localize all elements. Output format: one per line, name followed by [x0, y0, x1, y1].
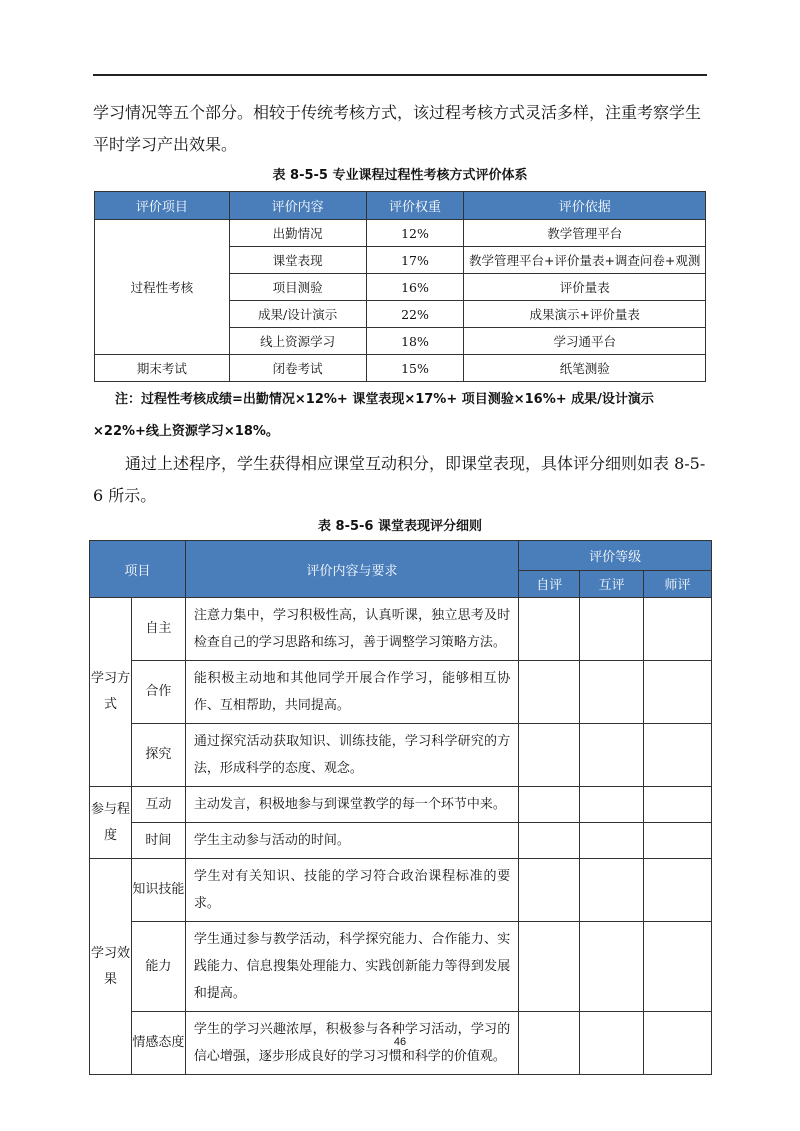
group-participation: 参与程度	[90, 787, 132, 859]
table2-header-peer: 互评	[580, 570, 644, 597]
group-learning-effect: 学习效果	[90, 859, 132, 1075]
table1-header-row	[95, 192, 706, 220]
row-sub: 知识技能	[131, 859, 185, 922]
row-weight: 18%	[366, 328, 464, 355]
row-basis: 学习通平台	[464, 328, 706, 355]
row-desc: 学生的学习兴趣浓厚，积极参与各种学习活动，学习的信心增强，逐步形成良好的学习习惯和科学的价值观。	[185, 1012, 518, 1075]
row-basis: 教学管理平台+评价量表+调查问卷+观测	[464, 247, 706, 274]
self-score-cell	[519, 859, 580, 922]
group-final-exam: 期末考试	[95, 355, 230, 382]
row-sub: 情感态度	[131, 1012, 185, 1075]
table1-header-content: 评价内容	[229, 192, 366, 220]
row-weight: 17%	[366, 247, 464, 274]
self-score-cell	[519, 598, 580, 661]
row-basis: 纸笔测验	[464, 355, 706, 382]
teacher-score-cell	[644, 859, 712, 922]
peer-score-cell	[580, 823, 644, 859]
formula-note: 注：过程性考核成绩=出勤情况×12%+ 课堂表现×17%+ 项目测验×16%+ 成果/设计演示×22%+线上资源学习×18%。	[93, 392, 654, 439]
peer-score-cell	[580, 922, 644, 1012]
peer-score-cell	[580, 598, 644, 661]
self-score-cell	[519, 724, 580, 787]
self-score-cell	[519, 922, 580, 1012]
row-content: 出勤情况	[229, 220, 366, 247]
table-row	[90, 724, 712, 787]
teacher-score-cell	[644, 661, 712, 724]
teacher-score-cell	[644, 922, 712, 1012]
peer-score-cell	[580, 724, 644, 787]
row-content: 闭卷考试	[229, 355, 366, 382]
table2-header-content: 评价内容与要求	[185, 541, 518, 598]
group-process-assessment: 过程性考核	[95, 220, 230, 355]
row-desc: 注意力集中，学习积极性高，认真听课，独立思考及时检查自己的学习思路和练习，善于调整学习策略方法。	[185, 598, 518, 661]
row-sub: 探究	[131, 724, 185, 787]
peer-score-cell	[580, 787, 644, 823]
row-sub: 互动	[131, 787, 185, 823]
table1-header-basis: 评价依据	[464, 192, 706, 220]
table1-header-item: 评价项目	[95, 192, 230, 220]
row-basis: 成果演示+评价量表	[464, 301, 706, 328]
teacher-score-cell	[644, 724, 712, 787]
row-sub: 合作	[131, 661, 185, 724]
assessment-system-table	[94, 191, 706, 382]
table2-caption: 表 8-5-6 课堂表现评分细则	[318, 519, 482, 534]
transition-paragraph: 通过上述程序，学生获得相应课堂互动积分，即课堂表现，具体评分细则如表 8-5-6 所示。	[93, 454, 706, 505]
row-desc: 通过探究活动获取知识、训练技能，学习科学研究的方法，形成科学的态度、观念。	[185, 724, 518, 787]
page-number: 46	[393, 1036, 407, 1048]
classroom-performance-table	[89, 540, 712, 1075]
row-weight: 12%	[366, 220, 464, 247]
row-sub: 时间	[131, 823, 185, 859]
teacher-score-cell	[644, 598, 712, 661]
peer-score-cell	[580, 859, 644, 922]
intro-paragraph: 学习情况等五个部分。相较于传统考核方式，该过程考核方式灵活多样，注重考察学生平时学习产出效果。	[93, 103, 702, 154]
self-score-cell	[519, 823, 580, 859]
peer-score-cell	[580, 661, 644, 724]
row-desc: 能积极主动地和其他同学开展合作学习，能够相互协作、互相帮助，共同提高。	[185, 661, 518, 724]
table-row	[90, 823, 712, 859]
row-basis: 教学管理平台	[464, 220, 706, 247]
table-row	[95, 355, 706, 382]
row-content: 课堂表现	[229, 247, 366, 274]
row-content: 项目测验	[229, 274, 366, 301]
row-basis: 评价量表	[464, 274, 706, 301]
row-sub: 能力	[131, 922, 185, 1012]
teacher-score-cell	[644, 787, 712, 823]
table-row	[90, 661, 712, 724]
table1-header-weight: 评价权重	[366, 192, 464, 220]
row-sub: 自主	[131, 598, 185, 661]
row-desc: 学生通过参与教学活动，科学探究能力、合作能力、实践能力、信息搜集处理能力、实践创新能力等得到发展和提高。	[185, 922, 518, 1012]
table-row	[90, 922, 712, 1012]
row-weight: 15%	[366, 355, 464, 382]
teacher-score-cell	[644, 823, 712, 859]
self-score-cell	[519, 661, 580, 724]
row-weight: 22%	[366, 301, 464, 328]
table-row	[90, 787, 712, 823]
table2-header-teacher: 师评	[644, 570, 712, 597]
self-score-cell	[519, 787, 580, 823]
row-desc: 学生对有关知识、技能的学习符合政治课程标准的要求。	[185, 859, 518, 922]
row-weight: 16%	[366, 274, 464, 301]
table1-caption: 表 8-5-5 专业课程过程性考核方式评价体系	[272, 168, 528, 183]
table2-header-item: 项目	[90, 541, 186, 598]
group-learning-method: 学习方式	[90, 598, 132, 787]
header-rule	[93, 74, 707, 76]
row-content: 线上资源学习	[229, 328, 366, 355]
row-desc: 主动发言，积极地参与到课堂教学的每一个环节中来。	[185, 787, 518, 823]
row-content: 成果/设计演示	[229, 301, 366, 328]
table2-header-row	[90, 541, 712, 571]
row-desc: 学生主动参与活动的时间。	[185, 823, 518, 859]
table-row	[95, 220, 706, 247]
table-row	[90, 859, 712, 922]
table-row	[90, 598, 712, 661]
table2-header-self: 自评	[519, 570, 580, 597]
table2-header-level: 评价等级	[519, 541, 712, 571]
